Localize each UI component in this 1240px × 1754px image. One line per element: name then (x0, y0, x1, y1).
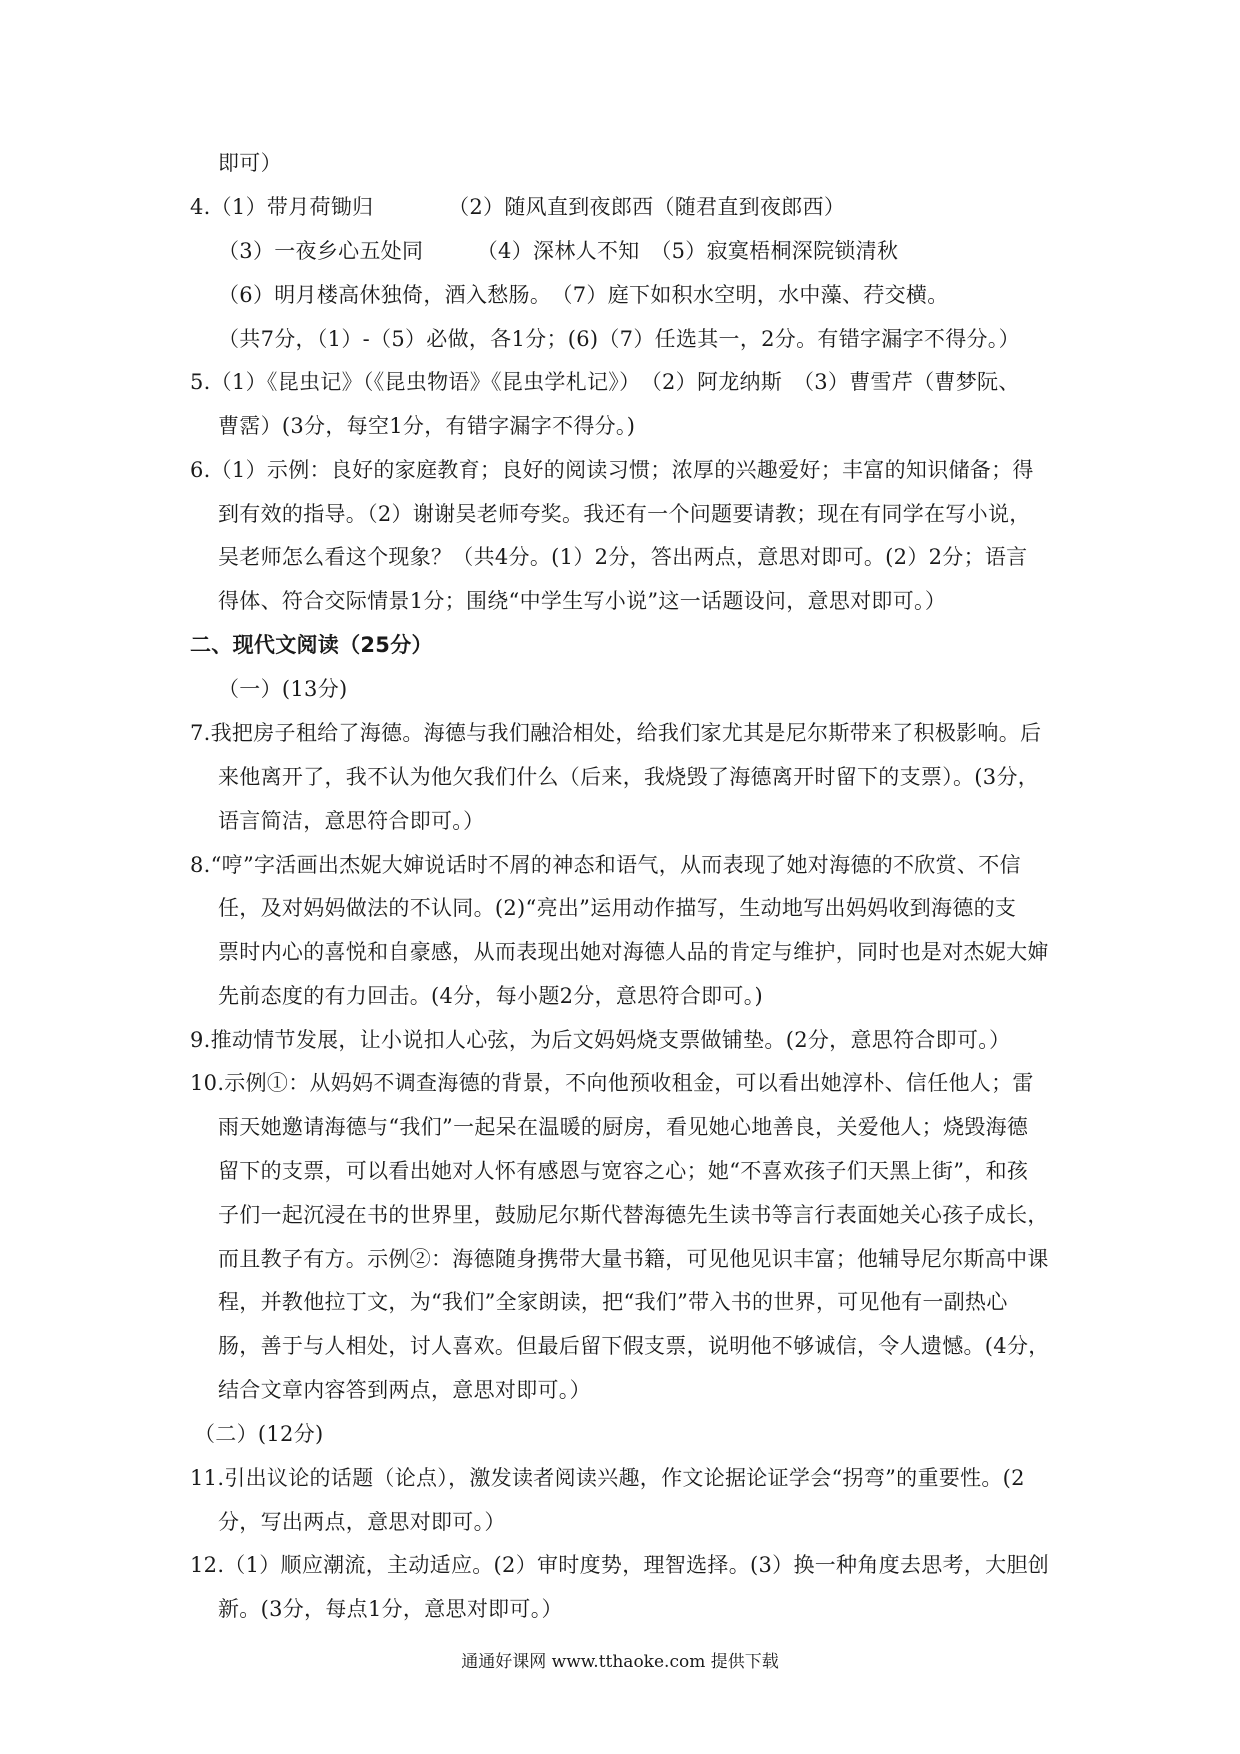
answer-11-line-2: 分，写出两点，意思对即可。） (218, 1510, 506, 1534)
answer-4-line-2: （3）一夜乡心五处同 （4）深林人不知 （5）寂寞梧桐深院锁清秋 (218, 239, 899, 263)
answer-7-line-1: 7.我把房子租给了海德。海德与我们融洽相处，给我们家尤其是尼尔斯带来了积极影响。后 (190, 721, 1042, 745)
answer-10-line-4: 子们一起沉浸在书的世界里，鼓励尼尔斯代替海德先生读书等言行表面她关心孩子成长， (218, 1203, 1049, 1227)
answer-10-line-3: 留下的支票，可以看出她对人怀有感恩与宽容之心；她“不喜欢孩子们天黑上街”，和孩 (218, 1159, 1029, 1183)
answer-10-line-8: 结合文章内容答到两点，意思对即可。） (218, 1378, 591, 1402)
answer-12-line-1: 12.（1）顺应潮流，主动适应。(2）审时度势，理智选择。(3）换一种角度去思考，大胆创 (190, 1553, 1050, 1577)
page-footer: 通通好课网 www.tthaoke.com 提供下载 (461, 1652, 779, 1672)
answer-10-line-6: 程，并教他拉丁文，为“我们”全家朗读，把“我们”带入书的世界，可见他有一副热心 (218, 1290, 1008, 1314)
answer-10-line-1: 10.示例①：从妈妈不调查海德的背景，不向他预收租金，可以看出她淳朴、信任他人；雷 (190, 1071, 1034, 1095)
answer-6-line-1: 6.（1）示例：良好的家庭教育；良好的阅读习惯；浓厚的兴趣爱好；丰富的知识储备；得 (190, 458, 1034, 482)
answer-4-scoring: （共7分，（1）-（5）必做，各1分；(6)（7）任选其一，2分。有错字漏字不得分。） (218, 327, 1020, 351)
answer-10-line-2: 雨天她邀请海德与“我们”一起呆在温暖的厨房，看见她心地善良，关爱他人；烧毁海德 (218, 1115, 1029, 1139)
answer-11-line-1: 11.引出议论的话题（论点），激发读者阅读兴趣，作文论据论证学会“拐弯”的重要性。(2 (190, 1466, 1025, 1490)
subsection-heading-2: （二）(12分) (194, 1422, 324, 1446)
answer-9-line-1: 9.推动情节发展，让小说扣人心弦，为后文妈妈烧支票做铺垫。(2分，意思符合即可。） (190, 1028, 1011, 1052)
answer-8-line-1: 8.“哼”字活画出杰妮大婶说话时不屑的神态和语气，从而表现了她对海德的不欣赏、不信 (190, 853, 1021, 877)
answer-4-line-1: 4.（1）带月荷锄归 （2）随风直到夜郎西（随君直到夜郎西） (190, 195, 846, 219)
subsection-heading: （一）(13分) (218, 677, 348, 701)
answer-6-line-3: 吴老师怎么看这个现象？（共4分。(1）2分，答出两点，意思对即可。(2）2分；语言 (218, 545, 1028, 569)
answer-8-line-3: 票时内心的喜悦和自豪感，从而表现出她对海德人品的肯定与维护，同时也是对杰妮大婶 (218, 940, 1049, 964)
section-heading: 二、现代文阅读（25分） (190, 633, 433, 657)
answer-12-line-2: 新。(3分，每点1分，意思对即可。） (218, 1597, 563, 1621)
answer-10-line-5: 而且教子有方。示例②：海德随身携带大量书籍，可见他见识丰富；他辅导尼尔斯高中课 (218, 1247, 1049, 1271)
text-line: 即可） (218, 151, 282, 175)
answer-7-line-2: 来他离开了，我不认为他欠我们什么（后来，我烧毁了海德离开时留下的支票）。(3分， (218, 765, 1040, 789)
answer-5-line-2: 曹霑）(3分，每空1分，有错字漏字不得分。) (218, 414, 636, 438)
answer-6-line-4: 得体、符合交际情景1分；围绕“中学生写小说”这一话题设问，意思对即可。） (218, 589, 947, 613)
answer-4-line-3: （6）明月楼高休独倚，酒入愁肠。 （7）庭下如积水空明，水中藻、荇交横。 (218, 283, 949, 307)
answer-7-line-3: 语言简洁，意思符合即可。） (218, 809, 485, 833)
answer-10-line-7: 肠，善于与人相处，讨人喜欢。但最后留下假支票，说明他不够诚信，令人遗憾。(4分， (218, 1334, 1050, 1358)
answer-5-line-1: 5.（1）《昆虫记》（《昆虫物语》《昆虫学札记》） （2）阿龙纳斯 （3）曹雪芹（曹梦阮、 (190, 370, 1020, 394)
answer-8-line-4: 先前态度的有力回击。(4分，每小题2分，意思符合即可。) (218, 984, 764, 1008)
answer-6-line-2: 到有效的指导。（2）谢谢吴老师夸奖。我还有一个问题要请教；现在有同学在写小说， (218, 502, 1031, 526)
answer-8-line-2: 任，及对妈妈做法的不认同。(2)“亮出”运用动作描写，生动地写出妈妈收到海德的支 (218, 896, 1017, 920)
